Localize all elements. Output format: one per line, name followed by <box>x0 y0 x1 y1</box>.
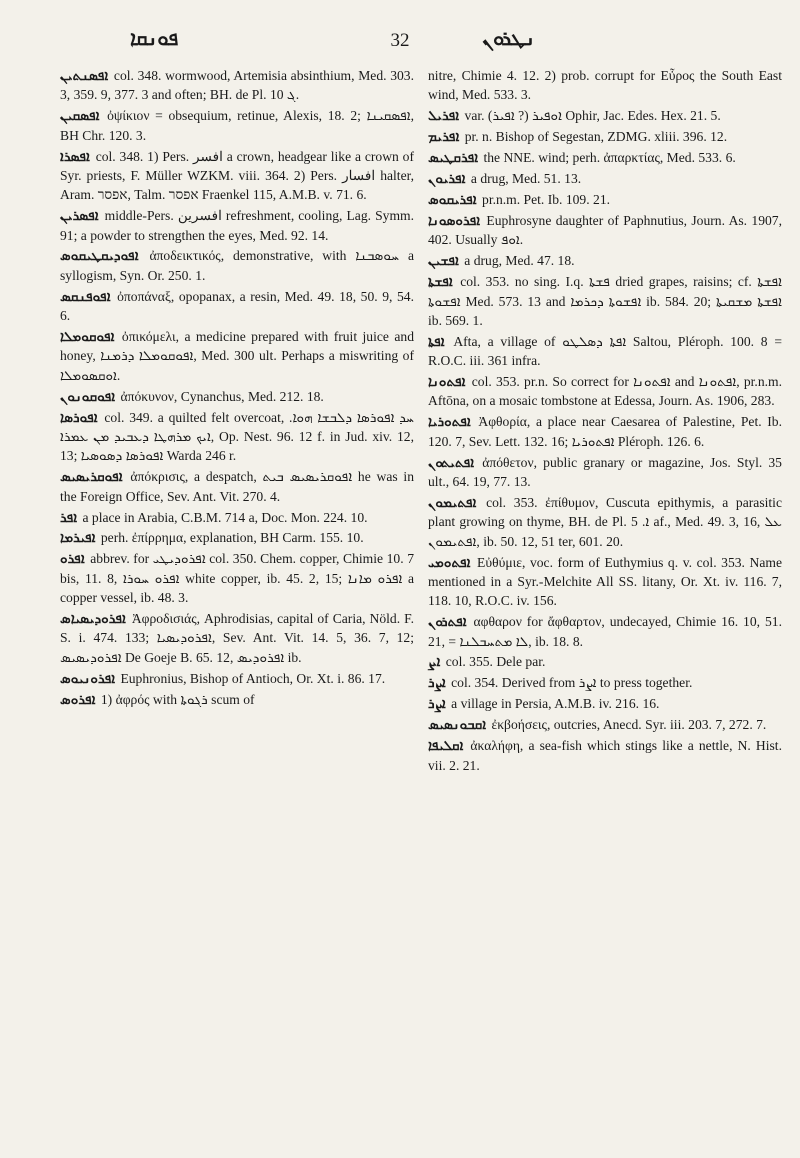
entry-headword: ܐܦܪ <box>60 509 78 525</box>
dictionary-entry <box>60 528 414 547</box>
dictionary-entry <box>428 372 782 411</box>
entry-definition: ἀπόκρισις, a despatch, ܐܦܘܩܪܝܣܝܣ ܒܝܬ he was in the Foreign Office, Sev. Ant. Vit. 270. 4. <box>60 469 414 504</box>
entry-definition: col. 348. wormwood, Artemisia absinthium, Med. 303. 3, 359. 9, 377. 3 and often; BH. de Pl. ܓ 10. <box>60 68 414 103</box>
entry-headword: ܐܦܪܝܡ <box>428 129 460 145</box>
entry-headword: ܐܦܘܩܪܝܣܝܣ <box>60 469 123 485</box>
entry-headword: ܐܦܪܘܕܝܣܝܐܣ <box>60 611 126 626</box>
entry-headword: ܐܦܪܩܛܝܣ <box>428 150 479 166</box>
entry-definition: 1) ἀφρός with ܪܓܘܬܐ scum of <box>100 691 255 707</box>
entry-definition: nitre, Chimie 4. 12. 2) prob. corrupt for Εὖρος the South East wind, Med. 533. 3. <box>428 68 782 103</box>
entry-headword: ܐܦܪܘܣܘܢܐ <box>428 212 481 228</box>
entry-headword: ܐܦܫܝܢ <box>428 253 459 269</box>
entry-headword: ܐܦܪܝܠ <box>428 108 460 124</box>
dictionary-entry <box>428 190 782 209</box>
entry-headword: ܐܦܘܩܘܢܘܢ <box>60 388 116 404</box>
dictionary-entry <box>428 127 782 146</box>
dictionary-entry <box>60 327 414 385</box>
dictionary-entry <box>428 169 782 188</box>
dictionary-entry <box>60 66 414 105</box>
entry-headword: ܐܦܬܘܪܝܐ <box>428 414 471 430</box>
entry-definition: ἀπόθετον, public granary or magazine, Jos. Styl. 35 ult., 64. 19, 77. 13. <box>428 454 782 489</box>
entry-definition: col. 348. 1) Pers. افسر a crown, headgear like a crown of Syr. priests, F. Müller WZKM. viii. 364. 2) Pers. افسار halter, Aram. אפסר, Talm. אפסר Fraenkel 115, A.M.B. v. 71. 6. <box>60 148 415 203</box>
entry-definition: perh. ἐπίρρημα, explanation, BH Carm. 155. 10. <box>100 530 364 546</box>
entry-headword: ܐܦܬܘܡܝ <box>428 554 471 570</box>
entry-headword: ܐܦܘܪܣܐ <box>60 409 98 425</box>
entry-headword: ܐܨ <box>428 654 441 670</box>
dictionary-entry <box>60 387 414 406</box>
entry-headword: ܐܦܬܘܢܐ <box>428 374 466 390</box>
entry-headword: ܐܦܣܪܐ <box>60 148 90 164</box>
dictionary-entry <box>428 66 782 105</box>
entry-headword: ܐܦܫܬܐ <box>428 274 453 290</box>
entry-headword: ܐܦܣܩܝܢ <box>60 108 100 124</box>
entry-definition: ἀκαλήφη, a sea-fish which stings like a nettle, N. Hist. vii. 2. 21. <box>428 738 782 773</box>
dictionary-entry <box>428 612 782 651</box>
entry-definition: αφθαρον for ἄφθαρτον, undecayed, Chimie 16. 10, 51. 21, = ܠܐ ܡܬܚܒܠܢܐ, ib. 18. 8. <box>428 614 782 649</box>
dictionary-entry <box>60 287 414 326</box>
entry-definition: a drug, Med. 47. 18. <box>464 253 575 269</box>
entry-definition: Ἀφθορία, a place near Caesarea of Palestine, Pet. Ib. 120. 7, Sev. Lett. 132. 16; ܐܦܬܘܪܝܐ Pléroph. 126. 6. <box>428 414 782 449</box>
entry-headword: ܐܦܪܝܘܢ <box>428 171 466 187</box>
dictionary-entry <box>60 246 414 285</box>
entry-headword: ܐܨܪ <box>428 675 446 691</box>
entry-headword: ܐܦܬܪܘܢ <box>428 614 467 630</box>
dictionary-entry <box>428 148 782 167</box>
entry-headword: ܐܦܘܦܢܩܣ <box>60 288 111 304</box>
dictionary-entry <box>428 553 782 611</box>
entry-definition: ὀπικόμελι, a medicine prepared with fruit juice and honey, ܐܦܘܩܘܡܠܐ ܕܪܡܢܐ, Med. 300 ult. Perhaps a miswriting of ܐܘܩܣܘܡܠܐ. <box>60 329 415 383</box>
header-left-catchword: ܦܘܢܩܐ <box>130 28 179 50</box>
entry-headword: ܐܦܝܪܡܐ <box>60 530 96 546</box>
dictionary-entry <box>428 251 782 270</box>
dictionary-entry <box>428 453 782 492</box>
entry-definition: middle-Pers. افسرين refreshment, cooling, Lag. Symm. 91; a powder to strengthen the eyes, Med. 92. 14. <box>60 208 414 243</box>
dictionary-entry <box>60 467 414 506</box>
entry-headword: ܐܦܘܕܝܩܛܝܩܘܣ <box>60 248 139 264</box>
entry-definition: pr.n.m. Pet. Ib. 109. 21. <box>482 192 611 208</box>
dictionary-entry <box>60 508 414 527</box>
entry-definition: abbrev. for ܐܦܪܘܕܝܛܝ col. 350. Chem. copper, Chimie 10. 7 bis, 11. 8, ܐܦܪܘ ܚܘܪܐ white copper, ib. 45. 2, 15; ܐܦܪܘ ܡܐܢܐ a copper vessel, ib. 48. 3. <box>60 551 415 606</box>
dictionary-entry <box>60 408 414 466</box>
entry-definition: ὀποπάναξ, opopanax, a resin, Med. 49. 18, 50. 9, 54. 6. <box>60 288 414 324</box>
entry-definition: ἀποδεικτικός, demonstrative, with ܚܘܣܒܢܐ a syllogism, Syn. Or. 250. 1. <box>60 248 414 283</box>
entry-headword: ܐܦܬܝܬܘܢ <box>428 454 475 470</box>
dictionary-entry <box>60 106 414 145</box>
entry-headword: ܐܦܣܢܬܝܢ <box>60 68 109 83</box>
dictionary-entry <box>428 736 782 775</box>
dictionary-entry <box>428 412 782 451</box>
dictionary-entry <box>428 673 782 692</box>
entry-headword: ܐܩܒܘܢܣܝܣ <box>428 717 487 733</box>
right-column <box>428 66 782 777</box>
entry-definition: Euphrosyne daughter of Paphnutius, Journ. As. 1907, 402. Usually ܐܘܦ. <box>428 212 782 248</box>
dictionary-entry <box>428 332 782 371</box>
dictionary-entry <box>60 206 414 245</box>
entry-headword: ܐܦܪܘܣ <box>60 691 96 707</box>
dictionary-entry <box>60 669 414 688</box>
header-right-catchword: ܢܛܪܘܢ <box>482 28 535 50</box>
dictionary-entry <box>428 652 782 671</box>
entry-definition: Afta, a village of ܐܦܬܐ ܕܣܠܛܘ Saltou, Pléroph. 100. 8 = R.O.C. iii. 361 infra. <box>428 333 782 369</box>
entry-headword: ܐܦܣܪܝܢ <box>60 208 99 224</box>
dictionary-entry <box>60 690 414 709</box>
entry-definition: col. 349. a quilted felt overcoat, .ܚܕ ܐܦܘܪܣܐ ܕܠܒܫܐ ܗܘܐ ܐܝܟ ܡܪܗܛܐ ܕܥܒܝܕ ܡܢ ܥܡܪܐ, Op. Nest. 96. 12 f. in Jud. xiv. 12, 13; ܐܦܘܪܣܐ ܕܣܘܣܝܐ Warda 246 r. <box>60 409 414 464</box>
dictionary-entry <box>428 272 782 330</box>
dictionary-entry <box>428 694 782 713</box>
page-number: 32 <box>390 30 410 51</box>
dictionary-entry <box>60 147 414 205</box>
entry-definition: col. 353. pr.n. So correct for ܐܦܬܘܢܐ and ܐܦܬܘܢܐ, pr.n.m. Aftōna, on a mosaic tombstone at Edessa, Journ. As. 1906, 283. <box>428 374 782 409</box>
entry-definition: Euphronius, Bishop of Antioch, Or. Xt. i. 86. 17. <box>120 670 386 686</box>
entry-definition: a drug, Med. 51. 13. <box>470 171 582 187</box>
entry-definition: ἀπόκυνον, Cynanchus, Med. 212. 18. <box>120 388 324 404</box>
entry-headword: ܐܦܬܝܡܘܢ <box>428 494 477 510</box>
entry-definition: col. 354. Derived from ܐܨܪ to press together. <box>451 675 693 691</box>
dictionary-entry <box>428 211 782 250</box>
entry-definition: Ἀφροδισιάς, Aphrodisias, capital of Caria, Nöld. F. S. i. 474. 133; ܐܦܪܘܕܝܣܝܐ, Sev. Ant. Vit. 14. 5, 36. 7, 12; ܐܦܪܘܕܝܣܝܣ De Goeje B. 65. 12, ܐܦܪܘܕܝܣ ib. <box>60 611 415 665</box>
entry-headword: ܐܩܠܝܦܐ <box>428 738 464 754</box>
entry-definition: ἐκβοήσεις, outcries, Anecd. Syr. iii. 203. 7, 272. 7. <box>491 717 767 733</box>
page-header <box>30 28 770 56</box>
entry-headword: ܐܦܪܘܢܝܘܣ <box>60 670 116 686</box>
dictionary-entry <box>60 549 414 607</box>
entry-definition: the NNE. wind; perh. ἀπαρκτίας, Med. 533. 6. <box>483 150 736 166</box>
entry-headword: ܐܨܪ <box>428 696 446 712</box>
entry-definition: Εὐθύμιε, voc. form of Euthymius q. v. col. 353. Name mentioned in a Syr.-Melchite All SS. litany, Or. Xt. iv. 116. 7, 118. 10, R.O.C. iv. 156. <box>428 554 782 609</box>
left-column <box>60 66 414 711</box>
entry-definition: col. 353. ἐπίθυμον, Cuscuta epithymis, a parasitic plant growing on thyme, BH. de Pl. ܐ. 5 af., Med. 49. 3, 16, ܥܠ ܐܦܬܝܡܘܢ, ib. 50. 12, 51 ter, 601. 20. <box>428 494 782 549</box>
entry-headword: ܐܦܪܝܩܘܣ <box>428 192 477 208</box>
entry-definition: a place in Arabia, C.B.M. 714 a, Doc. Mon. 224. 10. <box>82 509 368 525</box>
entry-definition: ὀψίκιον = obsequium, retinue, Alexis, 18. 2; ܐܦܣܩܝܢܐ, BH Chr. 120. 3. <box>60 108 414 143</box>
entry-headword: ܐܦܘܩܘܡܠܐ <box>60 329 115 345</box>
entry-definition: var. ܐܘܦܝܪ (? ܐܦܝܪ) Ophir, Jac. Edes. Hex. 21. 5. <box>464 108 721 124</box>
dictionary-entry <box>428 493 782 551</box>
dictionary-entry <box>428 106 782 125</box>
entry-definition: col. 355. Dele par. <box>445 654 546 670</box>
entry-definition: pr. n. Bishop of Segestan, ZDMG. xliii. 396. 12. <box>464 129 728 145</box>
dictionary-entry <box>428 715 782 734</box>
entry-definition: col. 353. no sing. I.q. ܦܫܬܐ dried grapes, raisins; cf. ܐܦܫܬܐ ܐܦܫܘܬܐ Med. 573. 13 and ܐܦܫܘܬܐ ܕܟܪܡܐ ib. 584. 20; ܐܦܫܬܐ ܡܫܩܝܬܐ ib. 569. 1. <box>428 274 782 328</box>
entry-headword: ܐܦܪܘ <box>60 551 85 567</box>
entry-definition: a village in Persia, A.M.B. iv. 216. 16. <box>451 696 660 712</box>
dictionary-entry <box>60 609 414 667</box>
entry-headword: ܐܦܬܐ <box>428 333 445 349</box>
